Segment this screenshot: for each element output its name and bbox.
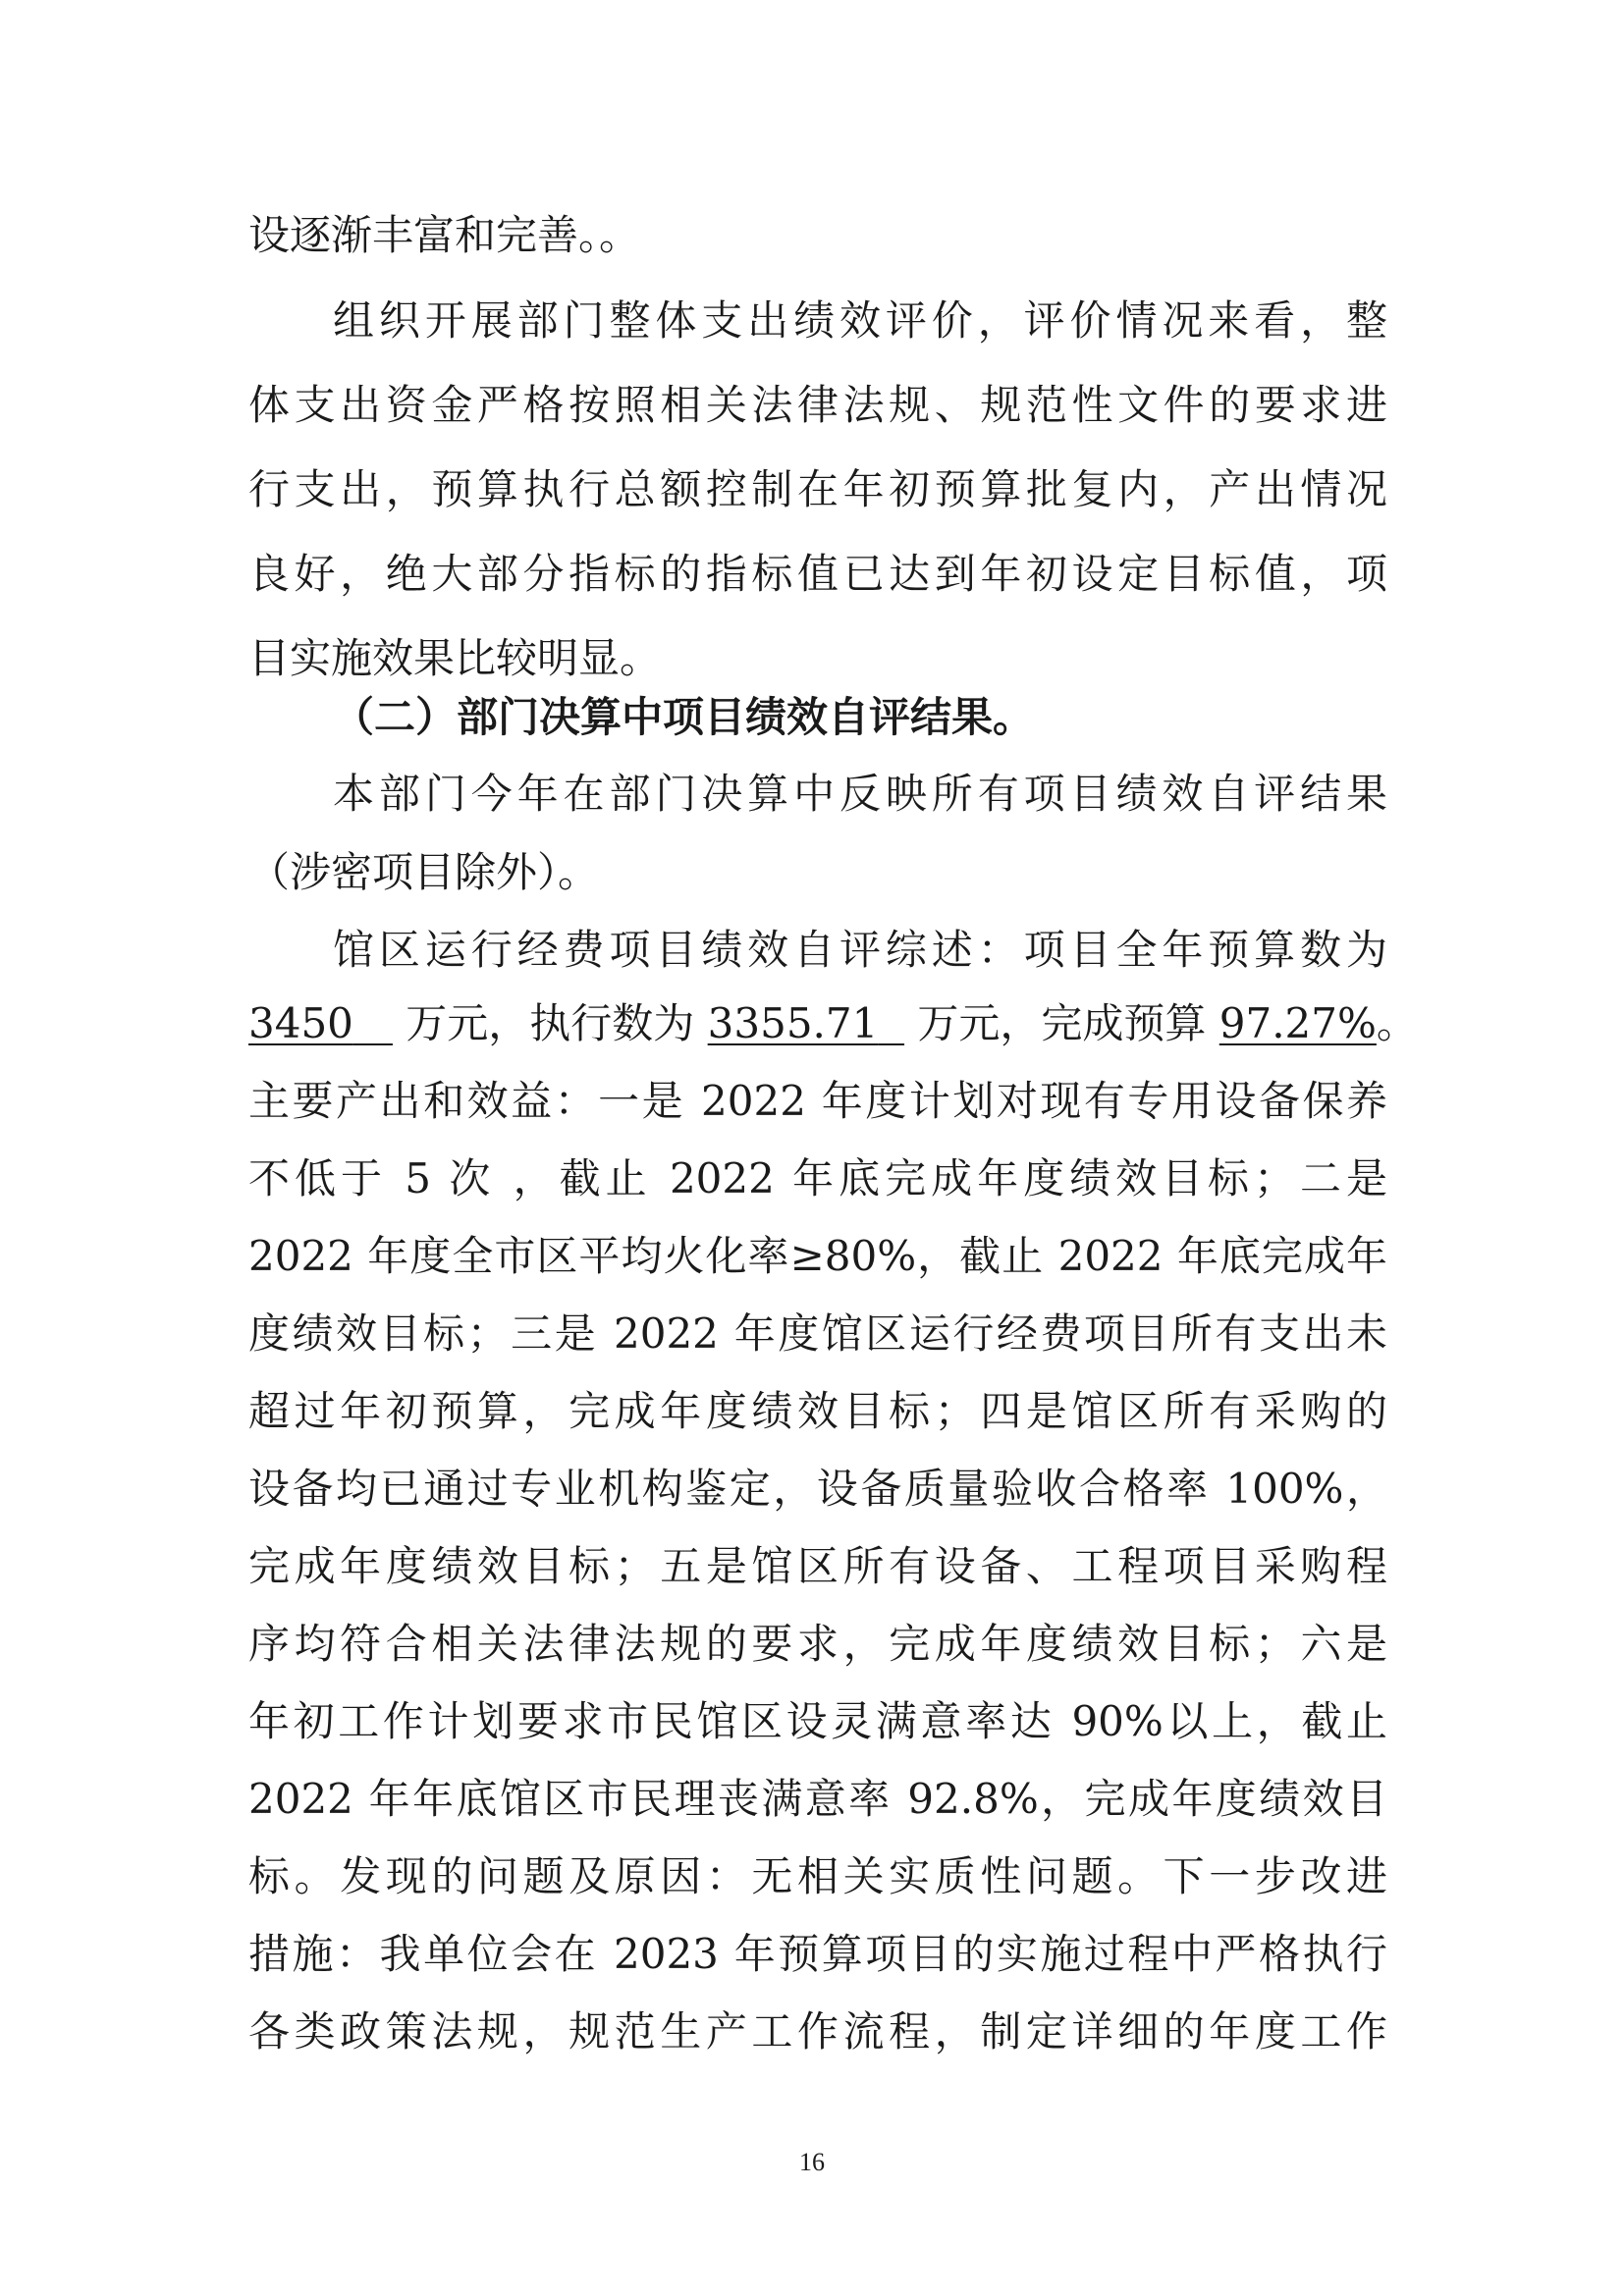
text-line: 完成年度绩效目标；五是馆区所有设备、工程项目采购程 bbox=[248, 1542, 1387, 1590]
executed-text: 万元，完成预算 bbox=[904, 999, 1219, 1047]
text-line: （涉密项目除外）。 bbox=[248, 848, 600, 896]
text-line: 序均符合相关法律法规的要求，完成年度绩效目标；六是 bbox=[248, 1620, 1387, 1668]
text-line: 各类政策法规，规范生产工作流程，制定详细的年度工作 bbox=[248, 2007, 1387, 2056]
text-line: 设备均已通过专业机构鉴定，设备质量验收合格率 100%， bbox=[248, 1465, 1387, 1513]
text-line: 行支出，预算执行总额控制在年初预算批复内，产出情况 bbox=[248, 465, 1387, 513]
text-line: 不低于 5 次 ，截止 2022 年底完成年度绩效目标；二是 bbox=[248, 1154, 1387, 1202]
underline-gap bbox=[878, 999, 904, 1047]
budget-amount: 3450 bbox=[248, 999, 353, 1047]
text-line: 目实施效果比较明显。 bbox=[248, 634, 662, 682]
text-line: 良好，绝大部分指标的指标值已达到年初设定目标值，项 bbox=[248, 550, 1387, 598]
text-line: 设逐渐丰富和完善。。 bbox=[248, 211, 641, 259]
text-line: 标。发现的问题及原因：无相关实质性问题。下一步改进 bbox=[248, 1852, 1387, 1900]
text-line: 主要产出和效益：一是 2022 年度计划对现有专用设备保养 bbox=[248, 1077, 1387, 1125]
text-line: 度绩效目标；三是 2022 年度馆区运行经费项目所有支出未 bbox=[248, 1309, 1387, 1358]
line-end-text: 。 bbox=[1376, 999, 1418, 1047]
page-number: 16 bbox=[799, 2148, 825, 2176]
text-line: 2022 年度全市区平均火化率≥80%，截止 2022 年底完成年 bbox=[248, 1232, 1387, 1280]
text-line: 2022 年年底馆区市民理丧满意率 92.8%，完成年度绩效目 bbox=[248, 1775, 1387, 1823]
text-line: 馆区运行经费项目绩效自评综述：项目全年预算数为 bbox=[333, 926, 1387, 974]
text-line: 超过年初预算，完成年度绩效目标；四是馆区所有采购的 bbox=[248, 1387, 1387, 1435]
text-line: 年初工作计划要求市民馆区设灵满意率达 90%以上，截止 bbox=[248, 1697, 1387, 1745]
section-heading: （二）部门决算中项目绩效自评结果。 bbox=[333, 693, 1035, 741]
text-line: 组织开展部门整体支出绩效评价，评价情况来看，整 bbox=[333, 296, 1387, 345]
underline-gap bbox=[353, 999, 393, 1047]
text-line: 体支出资金严格按照相关法律法规、规范性文件的要求进 bbox=[248, 381, 1387, 429]
text-line: 本部门今年在部门决算中反映所有项目绩效自评结果 bbox=[333, 770, 1387, 818]
budget-text: 万元，执行数为 bbox=[392, 999, 708, 1047]
text-line: 措施：我单位会在 2023 年预算项目的实施过程中严格执行 bbox=[248, 1930, 1387, 1978]
completion-rate: 97.27% bbox=[1218, 999, 1377, 1047]
executed-amount: 3355.71 bbox=[707, 999, 879, 1047]
text-line-budget bbox=[248, 994, 1418, 1053]
